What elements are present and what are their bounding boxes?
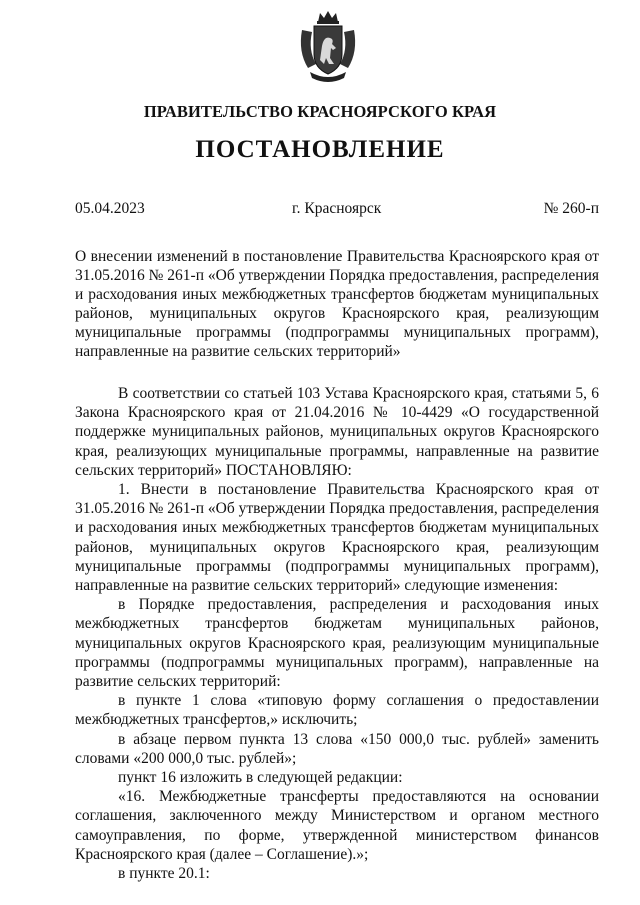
government-title: ПРАВИТЕЛЬСТВО КРАСНОЯРСКОГО КРАЯ	[143, 102, 497, 121]
body-paragraph: в Порядке предоставления, распределения и расходования иных межбюджетных трансфертов бюджетам муниципальных районов, муниципальных округов Красноярского края, реализующим муниципальные программы (подпрограммы муниципальных программ), направленные на развитие сельских территорий:	[75, 596, 599, 691]
body-paragraph: в пункте 20.1:	[118, 865, 210, 883]
document-body	[75, 384, 599, 883]
document-type-title: ПОСТАНОВЛЕНИЕ	[195, 136, 445, 163]
document-subject: О внесении изменений в постановление Правительства Красноярского края от 31.05.2016 № 261-п «Об утверждении Порядка предоставления, распределения и расходования иных межбюджетных трансфертов бюджетам муниципальных районов, муниципальных округов Красноярского края, реализующим муниципальные программы (подпрограммы муниципальных программ), направленные на развитие сельских территорий»	[75, 248, 599, 360]
document-city: г. Красноярск	[292, 200, 382, 217]
body-paragraph: в абзаце первом пункта 13 слова «150 000,0 тыс. рублей» заменить словами «200 000,0 тыс. рублей»;	[75, 730, 599, 767]
document-number: № 260-п	[543, 200, 599, 217]
body-paragraph: пункт 16 изложить в следующей редакции:	[118, 769, 403, 787]
body-paragraph: в пункте 1 слова «типовую форму соглашения о предоставлении межбюджетных трансфертов,» исключить;	[75, 692, 599, 729]
document-date: 05.04.2023	[75, 200, 145, 217]
body-paragraph: «16. Межбюджетные трансферты предоставляются на основании соглашения, заключенного между Министерством и органом местного самоуправления, по форме, утвержденной министерством финансов Красноярского края (далее – Соглашение).»;	[75, 788, 599, 863]
coat-of-arms-icon	[298, 8, 358, 86]
preamble-paragraph: В соответствии со статьей 103 Устава Красноярского края, статьями 5, 6 Закона Красноярского края от 21.04.2016 № 10-4429 «О государственной поддержке муниципальных районов, муниципальных округов Красноярского края, реализующих муниципальные программы, направленные на развитие сельских территорий» ПОСТАНОВЛЯЮ:	[75, 385, 599, 479]
clause-1-paragraph: 1. Внести в постановление Правительства Красноярского края от 31.05.2016 № 261-п «Об утверждении Порядка предоставления, распределения и расходования иных межбюджетных трансфертов бюджетам муниципальных районов, муниципальных округов Красноярского края, реализующим муниципальные программы (подпрограммы муниципальных программ), направленные на развитие сельских территорий» следующие изменения:	[75, 481, 599, 595]
